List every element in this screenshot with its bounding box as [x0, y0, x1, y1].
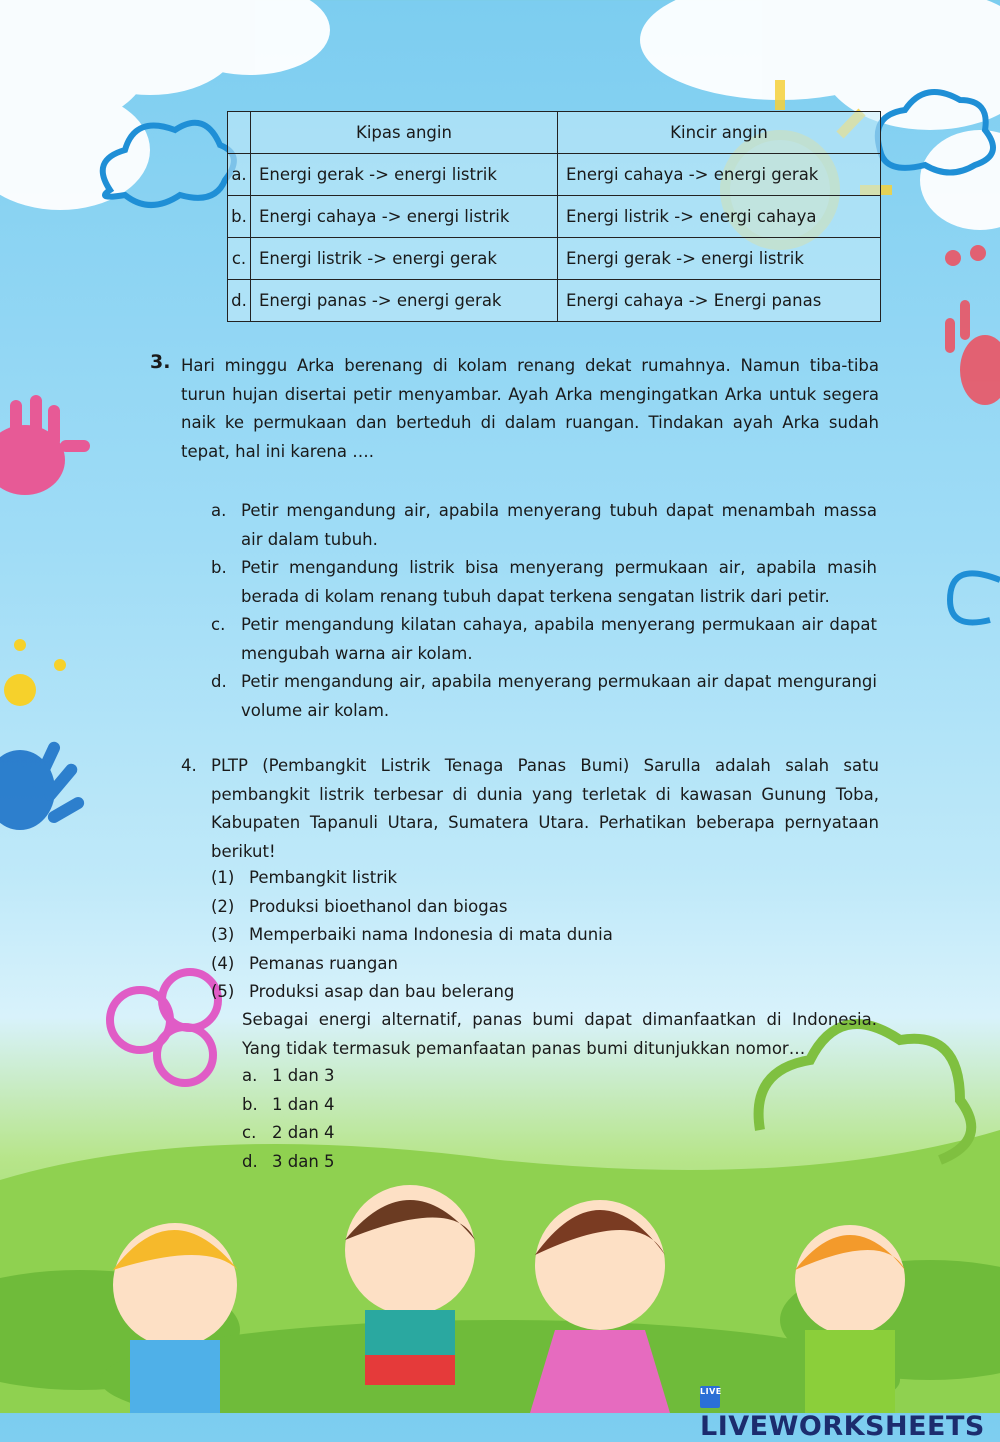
statement-number: (5): [211, 982, 235, 1001]
table-row: [228, 196, 881, 238]
question-3-text: Hari minggu Arka berenang di kolam renang dekat rumahnya. Namun tiba-tiba turun hujan disertai petir menyambar. Ayah Arka mengingatkan Arka untuk segera naik ke permukaan dan berteduh di dalam ruangan. Tindakan ayah Arka sudah tepat, hal ini karena ….: [181, 356, 879, 461]
table-header-row: [228, 112, 881, 154]
question-3-options: [211, 497, 877, 725]
kipas-cell: Energi panas -> energi gerak: [251, 280, 558, 322]
option-text: 1 dan 3: [272, 1066, 335, 1085]
option-letter: c.: [211, 615, 226, 634]
option-b[interactable]: [211, 554, 877, 611]
statement-item: [211, 921, 879, 950]
statement-item: [211, 950, 879, 979]
question-4-prompt: Sebagai energi alternatif, panas bumi dapat dimanfaatkan di Indonesia. Yang tidak termasuk pemanfaatan panas bumi ditunjukkan nomor…: [242, 1010, 877, 1058]
option-letter: c.: [242, 1123, 257, 1142]
option-a[interactable]: [211, 497, 877, 554]
question-4-options: [242, 1062, 542, 1176]
table-row: [228, 280, 881, 322]
kincir-cell: Energi cahaya -> Energi panas: [558, 280, 881, 322]
statement-number: (2): [211, 896, 235, 916]
row-letter: a.: [228, 154, 251, 196]
question-3-number: 3.: [150, 351, 171, 373]
row-letter: c.: [228, 238, 251, 280]
table-row: [228, 238, 881, 280]
option-c[interactable]: [211, 611, 877, 668]
option-letter: d.: [242, 1151, 258, 1171]
option-text: 3 dan 5: [272, 1151, 335, 1171]
option-text: Petir mengandung kilatan cahaya, apabila menyerang permukaan air dapat mengubah warna air kolam.: [241, 615, 877, 663]
row-letter: b.: [228, 196, 251, 238]
option-letter: b.: [242, 1094, 258, 1114]
energy-options-table: [227, 111, 881, 322]
row-letter: d.: [228, 280, 251, 322]
table-header-blank: [228, 112, 251, 154]
kipas-cell: Energi listrik -> energi gerak: [251, 238, 558, 280]
option-text: 1 dan 4: [272, 1094, 335, 1114]
statement-text: Pemanas ruangan: [249, 953, 398, 973]
question-4-number: 4.: [181, 756, 197, 775]
liveworksheets-watermark: [700, 1380, 1000, 1442]
option-letter: a.: [242, 1066, 258, 1085]
table-header-kincir: Kincir angin: [558, 112, 881, 154]
option-d[interactable]: [242, 1148, 542, 1177]
question-4-text: PLTP (Pembangkit Listrik Tenaga Panas Bumi) Sarulla adalah salah satu pembangkit listrik terbesar di dunia yang terletak di kawasan Gunung Toba, Kabupaten Tapanuli Utara, Sumatera Utara. Perhatikan beberapa pernyataan berikut!: [211, 756, 879, 861]
option-text: 2 dan 4: [272, 1123, 335, 1142]
option-text: Petir mengandung air, apabila menyerang permukaan air dapat mengurangi volume air kolam.: [241, 672, 877, 720]
statement-text: Pembangkit listrik: [249, 868, 398, 887]
statement-number: (4): [211, 953, 235, 973]
option-letter: a.: [211, 501, 227, 520]
question-4-statements: [211, 864, 879, 1007]
kipas-cell: Energi gerak -> energi listrik: [251, 154, 558, 196]
option-d[interactable]: [211, 668, 877, 725]
statement-text: Produksi asap dan bau belerang: [249, 982, 515, 1001]
statement-number: (3): [211, 925, 235, 944]
kincir-cell: Energi listrik -> energi cahaya: [558, 196, 881, 238]
statement-text: Memperbaiki nama Indonesia di mata dunia: [249, 925, 613, 944]
kincir-cell: Energi cahaya -> energi gerak: [558, 154, 881, 196]
option-text: Petir mengandung listrik bisa menyerang permukaan air, apabila masih berada di kolam renang tubuh dapat terkena sengatan listrik dari petir.: [241, 558, 877, 606]
table-row: [228, 154, 881, 196]
statement-item: [211, 893, 879, 922]
option-letter: b.: [211, 558, 227, 577]
statement-item: [211, 864, 879, 893]
table-header-kipas: Kipas angin: [251, 112, 558, 154]
statement-number: (1): [211, 868, 235, 887]
watermark-text: LIVEWORKSHEETS: [700, 1411, 985, 1442]
kincir-cell: Energi gerak -> energi listrik: [558, 238, 881, 280]
option-b[interactable]: [242, 1091, 542, 1120]
statement-text: Produksi bioethanol dan biogas: [249, 896, 508, 916]
option-c[interactable]: [242, 1119, 542, 1148]
option-a[interactable]: [242, 1062, 542, 1091]
liveworksheets-logo-icon: LIVE: [700, 1386, 720, 1408]
option-letter: d.: [211, 672, 227, 691]
kipas-cell: Energi cahaya -> energi listrik: [251, 196, 558, 238]
option-text: Petir mengandung air, apabila menyerang tubuh dapat menambah massa air dalam tubuh.: [241, 501, 877, 549]
statement-item: [211, 978, 879, 1007]
